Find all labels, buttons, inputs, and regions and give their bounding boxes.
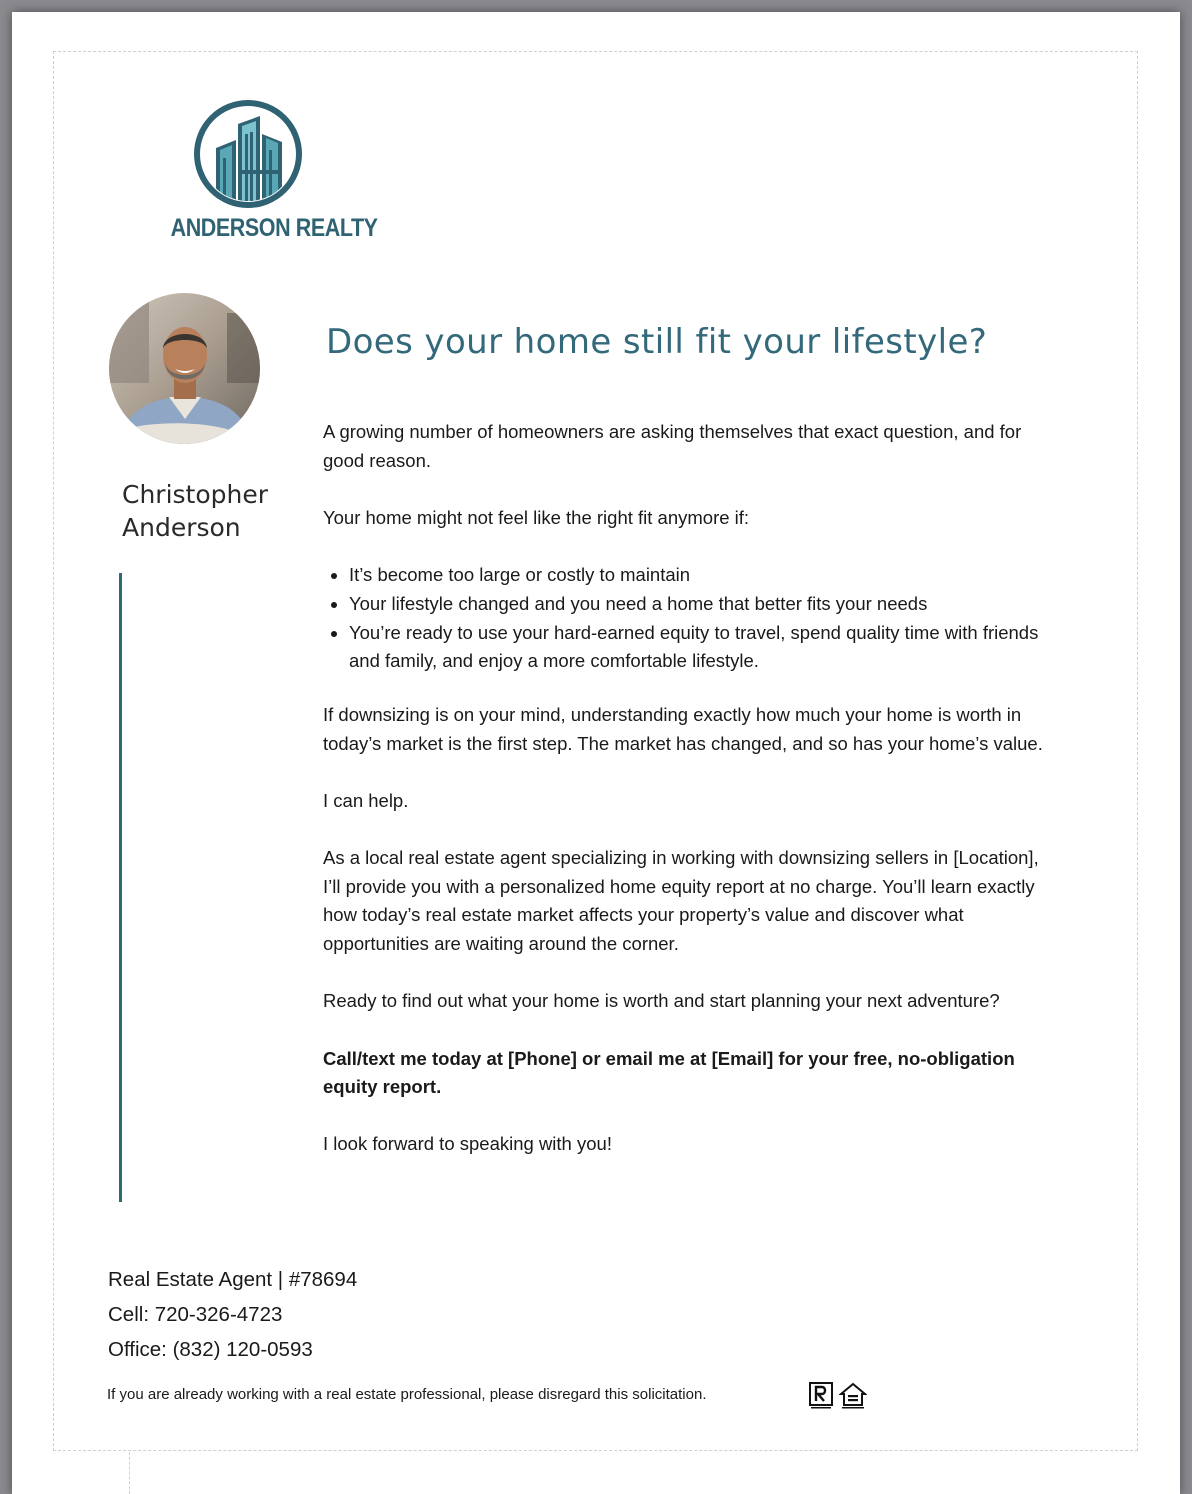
agent-name bbox=[122, 478, 302, 544]
paragraph-closing: I look forward to speaking with you! bbox=[323, 1133, 612, 1155]
agent-last-name: Anderson bbox=[122, 513, 241, 542]
call-to-action: Call/text me today at [Phone] or email me at [Email] for your free, no-obligation equity report. bbox=[323, 1047, 1015, 1098]
equal-housing-icon bbox=[839, 1382, 867, 1410]
list-item: • Your lifestyle changed and you need a home that better fits your needs bbox=[349, 590, 1053, 619]
compliance-marks bbox=[809, 1382, 867, 1412]
page-title: Does your home still fit your lifestyle? bbox=[326, 322, 988, 362]
cell-phone: Cell: 720-326-4723 bbox=[108, 1303, 283, 1326]
paragraph-intro: A growing number of homeowners are asking themselves that exact question, and for good reason. bbox=[323, 421, 1022, 471]
paragraph-downsizing: If downsizing is on your mind, understanding exactly how much your home is worth in today’s market is the first step. The market has changed, and so has your home’s value. bbox=[323, 703, 1043, 754]
paragraph-question: Ready to find out what your home is worth and start planning your next adventure? bbox=[323, 990, 1000, 1012]
disclaimer: If you are already working with a real estate professional, please disregard this solicitation. bbox=[107, 1386, 707, 1403]
paragraph-help: I can help. bbox=[323, 789, 409, 811]
brand-name: ANDERSON REALTY bbox=[170, 214, 378, 242]
letter-body bbox=[323, 418, 1053, 1188]
list-item: • It’s become too large or costly to maintain bbox=[349, 561, 1053, 590]
brand-logo bbox=[158, 98, 378, 243]
reasons-list bbox=[323, 561, 1053, 676]
office-phone: Office: (832) 120-0593 bbox=[108, 1338, 313, 1361]
paragraph-offer: As a local real estate agent specializing in working with downsizing sellers in [Location], I’ll provide you with a personalized home equity report at no charge. You’ll learn exactly how today’s real estate market affects your property’s value and discover what opportunities are waiting around the corner. bbox=[323, 847, 1039, 955]
accent-rule bbox=[119, 573, 122, 1202]
agent-title: Real Estate Agent | #78694 bbox=[108, 1268, 358, 1291]
list-item: • You’re ready to use your hard-earned equity to travel, spend quality time with friends and family, and enjoy a more comfortable lifestyle. bbox=[349, 619, 1053, 676]
paragraph-fit: Your home might not feel like the right fit anymore if: bbox=[323, 506, 750, 528]
agent-portrait-icon bbox=[109, 293, 260, 444]
buildings-logo-icon bbox=[192, 98, 304, 210]
realtor-r-icon bbox=[809, 1382, 833, 1410]
contact-block bbox=[108, 1262, 608, 1367]
agent-photo bbox=[109, 293, 260, 444]
crop-mark bbox=[129, 1452, 130, 1494]
agent-first-name: Christopher bbox=[122, 480, 269, 509]
